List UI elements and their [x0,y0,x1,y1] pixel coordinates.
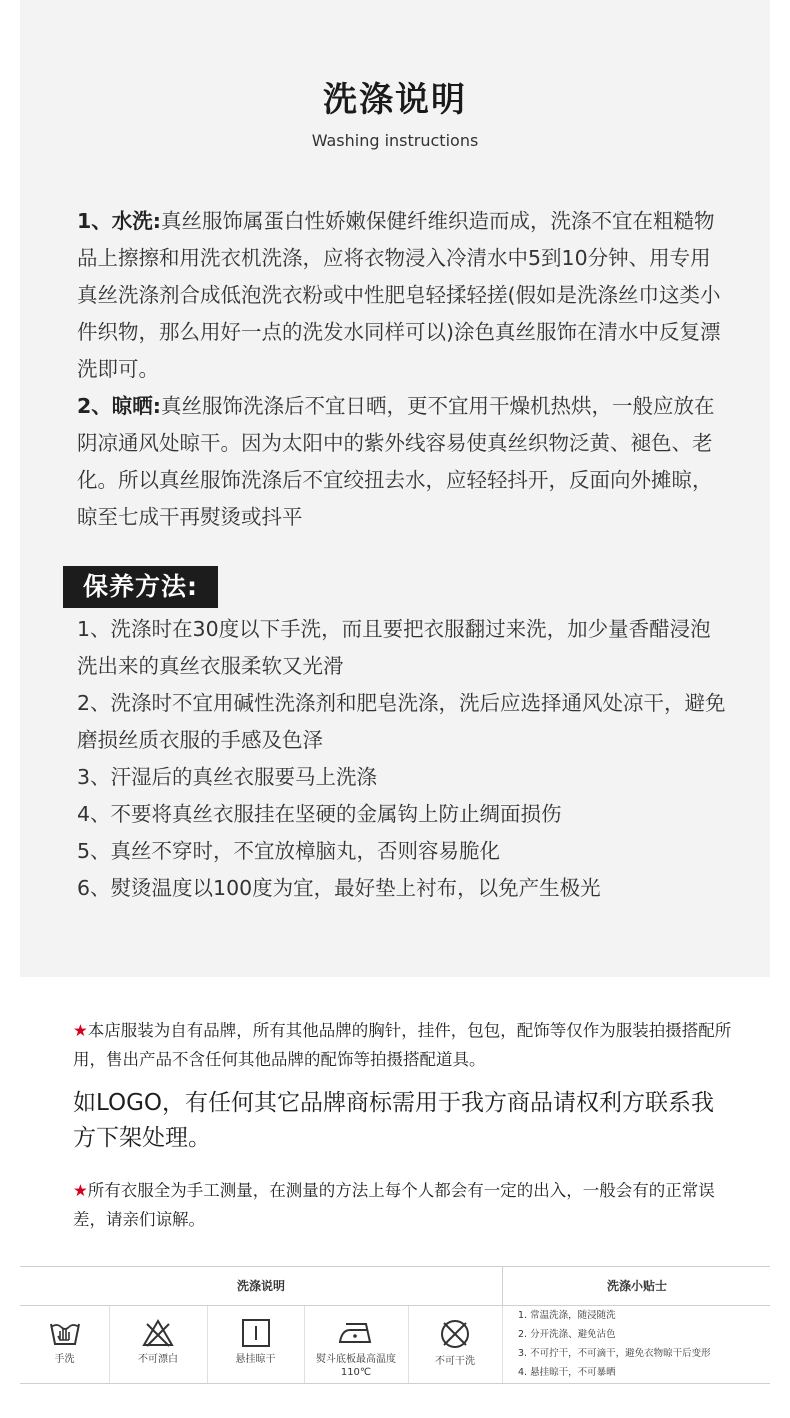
care-item: 2、洗涤时不宜用碱性洗涤剂和肥皂洗涤，洗后应选择通风处凉干，避免磨损丝质衣服的手感及色泽 [77,691,726,752]
symbol-label: 悬挂晾干 [235,1354,276,1365]
care-list [77,611,727,907]
symbol-hang-dry [207,1306,305,1383]
washing-heading: 1、水洗: [77,209,161,233]
no-bleach-icon [141,1318,175,1348]
tips-header: 洗涤小贴士 [502,1267,771,1305]
tip-item: 2. 分开洗涤、避免沾色 [518,1329,616,1340]
tips-list [518,1306,768,1382]
page-subtitle: Washing instructions [311,131,479,150]
symbol-label: 熨斗底板最高温度110℃ [316,1354,396,1378]
symbol-iron [304,1306,409,1383]
drying-section [77,388,727,536]
tip-item: 1. 常温洗涤，随浸随洗 [518,1310,616,1321]
care-item: 4、不要将真丝衣服挂在坚硬的金属钩上防止绸面损伤 [77,802,562,826]
measurement-notice [73,1176,733,1234]
symbols-header: 洗涤说明 [236,1279,285,1293]
star-icon: ★ [73,1181,88,1200]
care-item: 3、汗湿后的真丝衣服要马上洗涤 [77,765,378,789]
iron-icon [336,1318,376,1348]
measurement-notice-text: 所有衣服全为手工测量，在测量的方法上每个人都会有一定的出入，一般会有的正常误差，请亲们谅解。 [73,1181,715,1229]
care-item: 6、熨烫温度以100度为宜，最好垫上衬布，以免产生极光 [77,876,601,900]
page-title: 洗涤说明 [323,80,467,120]
tip-item: 4. 悬挂晾干，不可暴晒 [518,1367,616,1378]
symbol-label: 不可漂白 [138,1354,178,1365]
drying-body: 真丝服饰洗涤后不宜日晒，更不宜用干燥机热烘，一般应放在阴凉通风处晾干。因为太阳中的紫外线容易使真丝织物泛黄、褪色、老化。所以真丝服饰洗涤后不宜绞扭去水，应轻轻抖开，反面向外摊晾，晾至七成干再熨烫或抖平 [77,394,715,529]
care-item: 1、洗涤时在30度以下手洗，而且要把衣服翻过来洗，加少量香醋浸泡洗出来的真丝衣服柔软又光滑 [77,617,711,678]
star-icon: ★ [73,1021,88,1040]
symbol-label: 手洗 [54,1354,75,1365]
logo-notice: 如LOGO，有任何其它品牌商标需用于我方商品请权利方联系我方下架处理。 [73,1090,715,1151]
symbol-hand-wash [20,1306,110,1383]
symbol-no-dry-clean [408,1306,503,1383]
brand-notice-text: 本店服装为自有品牌，所有其他品牌的胸针，挂件，包包，配饰等仅作为服装拍摄搭配所用，售出产品不含任何其他品牌的配饰等拍摄搭配道具。 [73,1021,732,1069]
symbol-label: 不可干洗 [435,1356,475,1367]
washing-section [77,203,727,388]
symbol-no-bleach [109,1306,208,1383]
brand-notice [73,1016,733,1074]
care-item: 5、真丝不穿时，不宜放樟脑丸，否则容易脆化 [77,839,501,863]
hand-wash-icon [47,1318,83,1348]
tip-item: 3. 不可拧干，不可滴干，避免衣物晾干后变形 [518,1348,711,1359]
hang-dry-icon [240,1318,272,1348]
drying-heading: 2、晾晒: [77,394,161,418]
care-header: 保养方法: [63,566,218,608]
washing-body: 真丝服饰属蛋白性娇嫩保健纤维织造而成，洗涤不宜在粗糙物品上擦擦和用洗衣机洗涤，应将衣物浸入冷清水中5到10分钟、用专用真丝洗涤剂合成低泡洗衣粉或中性肥皂轻揉轻搓(假如是洗涤丝巾这类小件织物，那么用好一点的洗发水同样可以)涂色真丝服饰在清水中反复漂洗即可。 [77,209,721,381]
no-dry-clean-icon [438,1318,472,1350]
